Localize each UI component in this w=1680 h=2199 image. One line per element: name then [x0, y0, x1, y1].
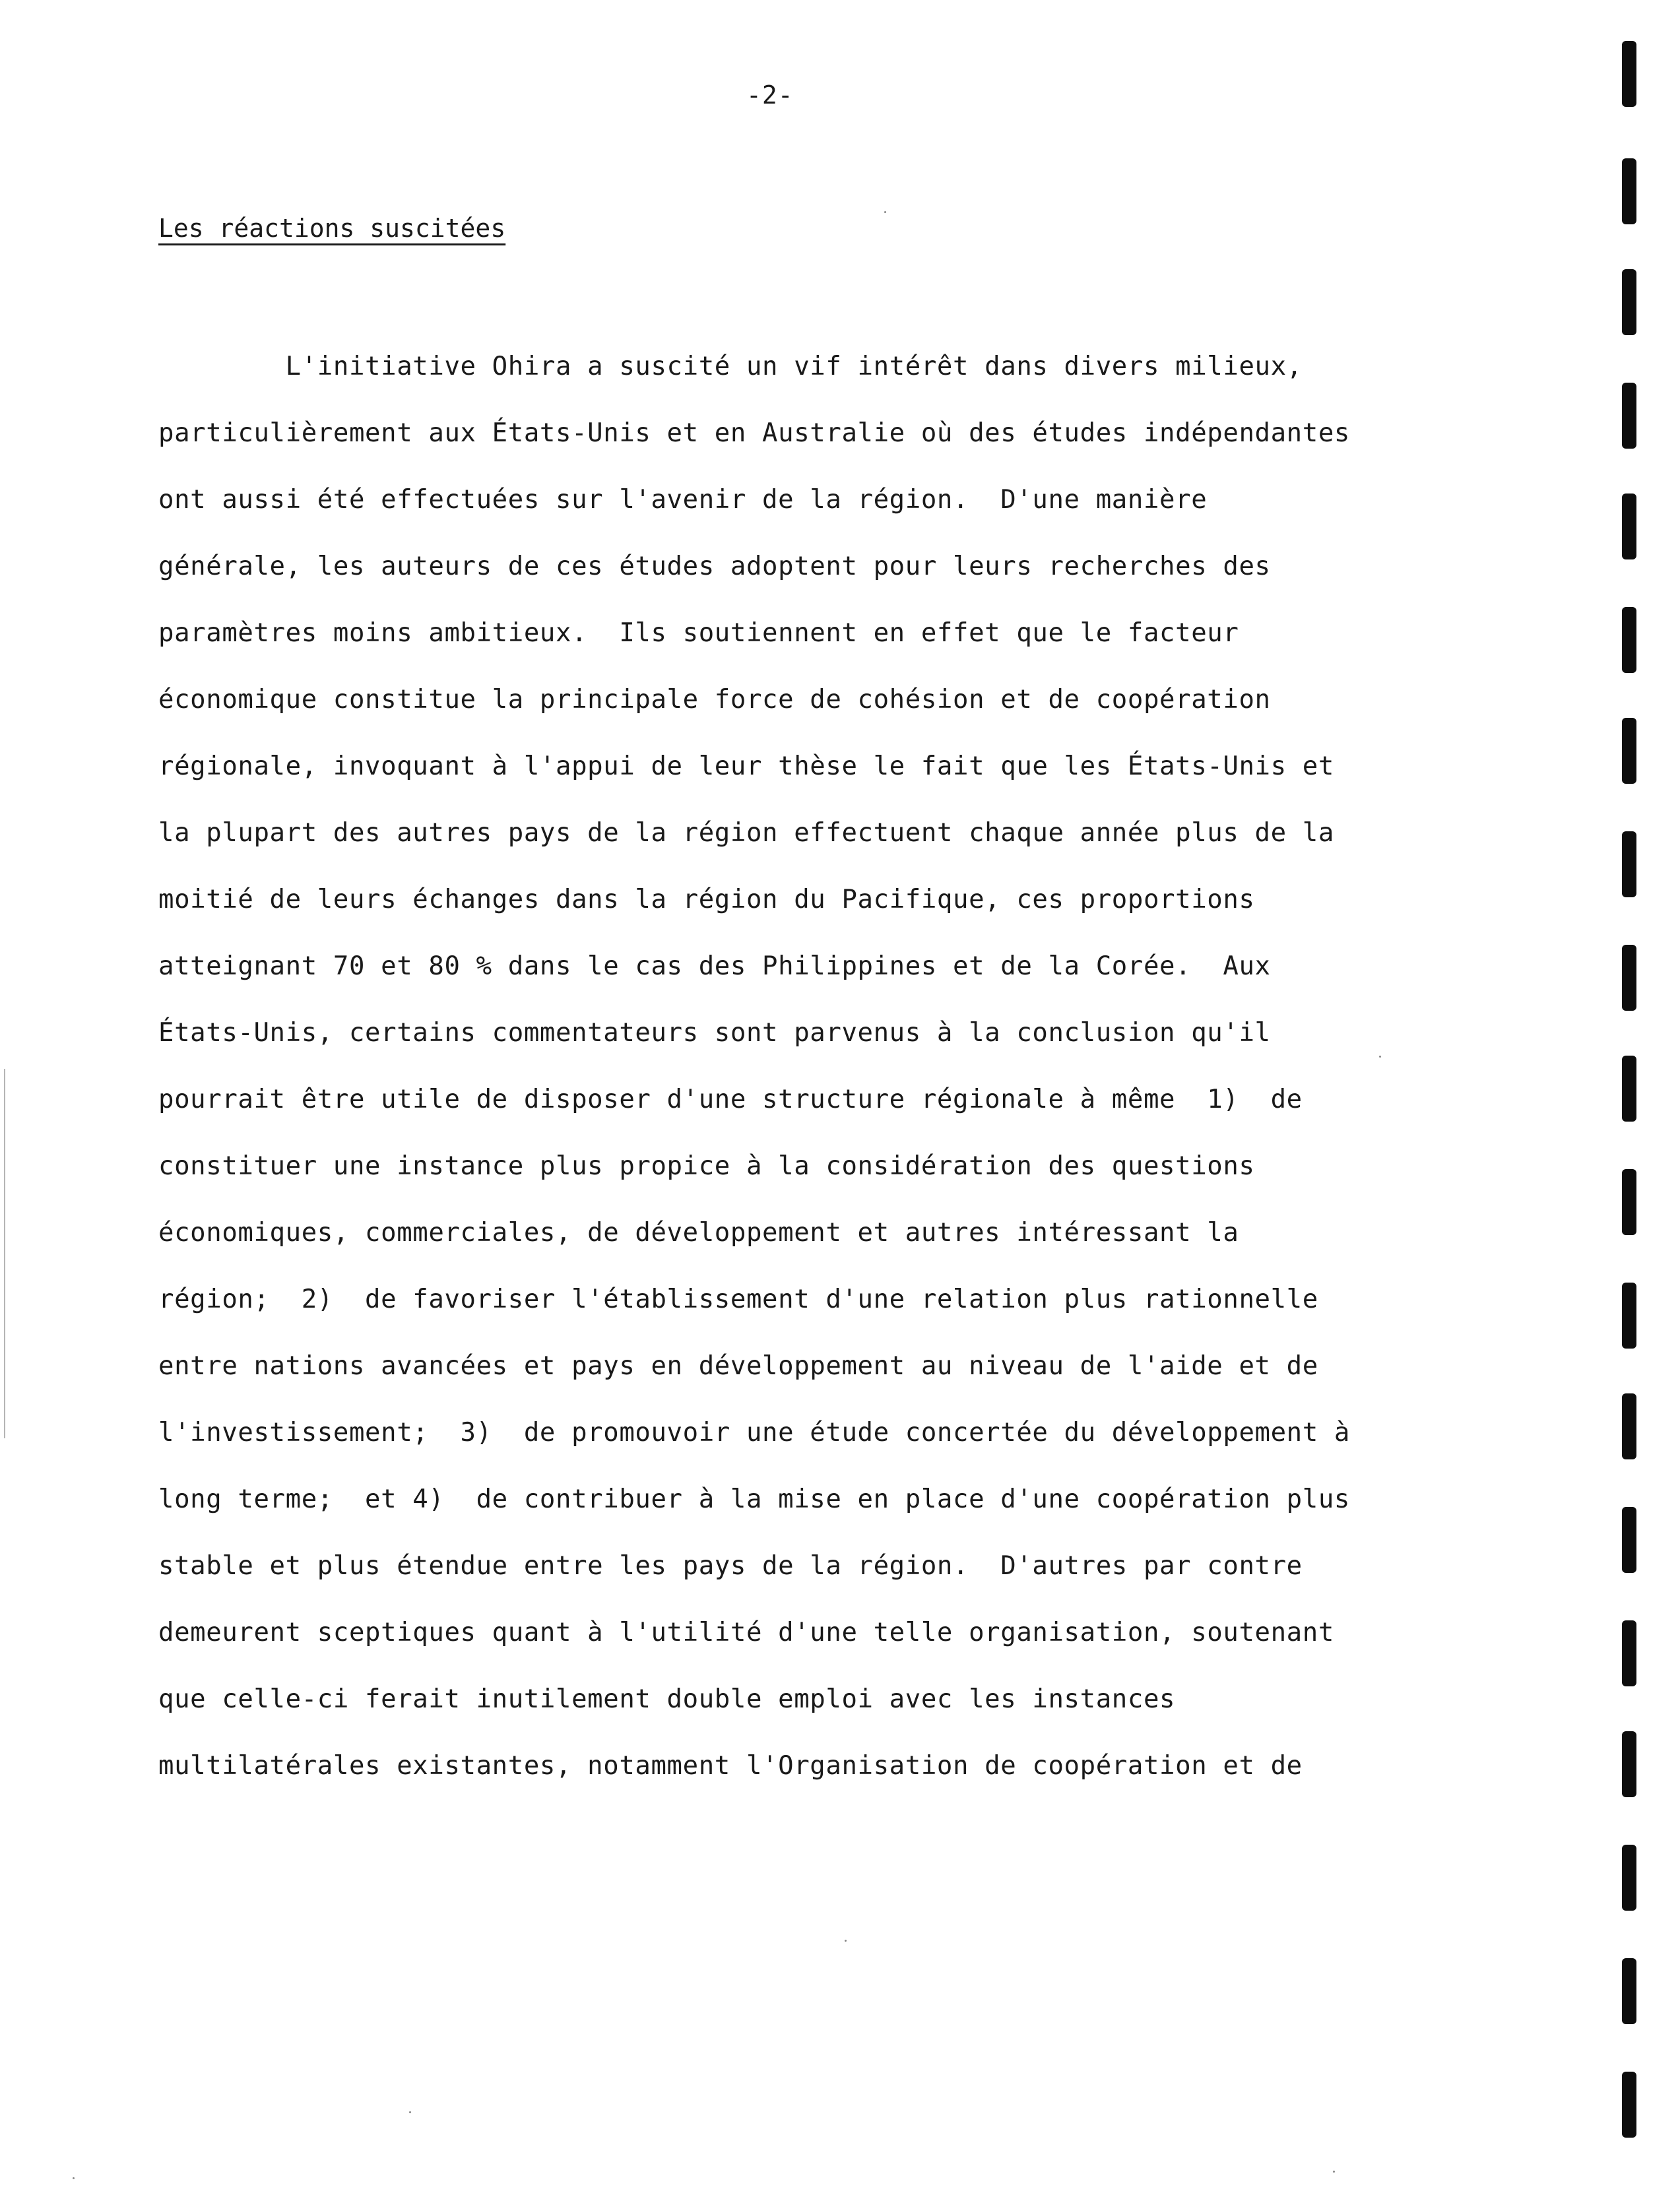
body-line: constituer une instance plus propice à la considération des questions: [158, 1151, 1255, 1181]
scan-speck: [73, 2177, 75, 2179]
scan-margin-line: [4, 1069, 5, 1438]
body-line: la plupart des autres pays de la région effectuent chaque année plus de la: [158, 818, 1334, 848]
scan-speck: [1333, 2171, 1335, 2173]
body-line: demeurent sceptiques quant à l'utilité d'une telle organisation, soutenant: [158, 1618, 1334, 1647]
binding-mark: [1622, 1393, 1636, 1459]
body-line: moitié de leurs échanges dans la région du Pacifique, ces proportions: [158, 885, 1255, 914]
scan-speck: [884, 211, 886, 213]
body-line: États-Unis, certains commentateurs sont parvenus à la conclusion qu'il: [158, 1018, 1271, 1048]
binding-mark: [1622, 1507, 1636, 1573]
binding-mark: [1622, 383, 1636, 449]
page-number: -2-: [746, 80, 794, 110]
binding-mark: [1622, 607, 1636, 673]
binding-mark: [1622, 945, 1636, 1011]
binding-mark: [1622, 158, 1636, 224]
body-line: multilatérales existantes, notamment l'Organisation de coopération et de: [158, 1751, 1303, 1781]
body-line: particulièrement aux États-Unis et en Australie où des études indépendantes: [158, 418, 1350, 448]
body-line: économiques, commerciales, de développement et autres intéressant la: [158, 1218, 1239, 1248]
binding-mark: [1622, 2072, 1636, 2138]
body-line: pourrait être utile de disposer d'une structure régionale à même 1) de: [158, 1085, 1303, 1114]
body-line: stable et plus étendue entre les pays de la région. D'autres par contre: [158, 1551, 1303, 1581]
body-line: générale, les auteurs de ces études adoptent pour leurs recherches des: [158, 552, 1271, 581]
binding-mark: [1622, 41, 1636, 107]
scan-speck: [409, 2111, 411, 2113]
binding-mark: [1622, 1620, 1636, 1686]
body-line: entre nations avancées et pays en développement au niveau de l'aide et de: [158, 1351, 1318, 1381]
body-line: atteignant 70 et 80 % dans le cas des Philippines et de la Corée. Aux: [158, 951, 1271, 981]
body-line: régionale, invoquant à l'appui de leur thèse le fait que les États-Unis et: [158, 751, 1334, 781]
body-line: L'initiative Ohira a suscité un vif intérêt dans divers milieux,: [158, 352, 1303, 381]
binding-mark: [1622, 1845, 1636, 1911]
body-line: économique constitue la principale force de cohésion et de coopération: [158, 685, 1271, 715]
scan-speck: [845, 1940, 847, 1942]
body-line: paramètres moins ambitieux. Ils soutiennent en effet que le facteur: [158, 618, 1239, 648]
binding-mark: [1622, 1283, 1636, 1349]
body-line: région; 2) de favoriser l'établissement d'une relation plus rationnelle: [158, 1285, 1318, 1314]
binding-mark: [1622, 1169, 1636, 1235]
binding-mark: [1622, 1958, 1636, 2024]
binding-mark: [1622, 1731, 1636, 1797]
binding-mark: [1622, 831, 1636, 897]
section-heading: Les réactions suscitées: [158, 214, 506, 243]
binding-mark: [1622, 1056, 1636, 1122]
body-line: ont aussi été effectuées sur l'avenir de la région. D'une manière: [158, 485, 1208, 515]
body-line: l'investissement; 3) de promouvoir une étude concertée du développement à: [158, 1418, 1350, 1448]
body-line: long terme; et 4) de contribuer à la mise en place d'une coopération plus: [158, 1484, 1350, 1514]
binding-mark: [1622, 269, 1636, 335]
binding-mark: [1622, 494, 1636, 559]
binding-mark: [1622, 718, 1636, 784]
body-line: que celle-ci ferait inutilement double emploi avec les instances: [158, 1684, 1176, 1714]
scan-speck: [1379, 1056, 1381, 1058]
